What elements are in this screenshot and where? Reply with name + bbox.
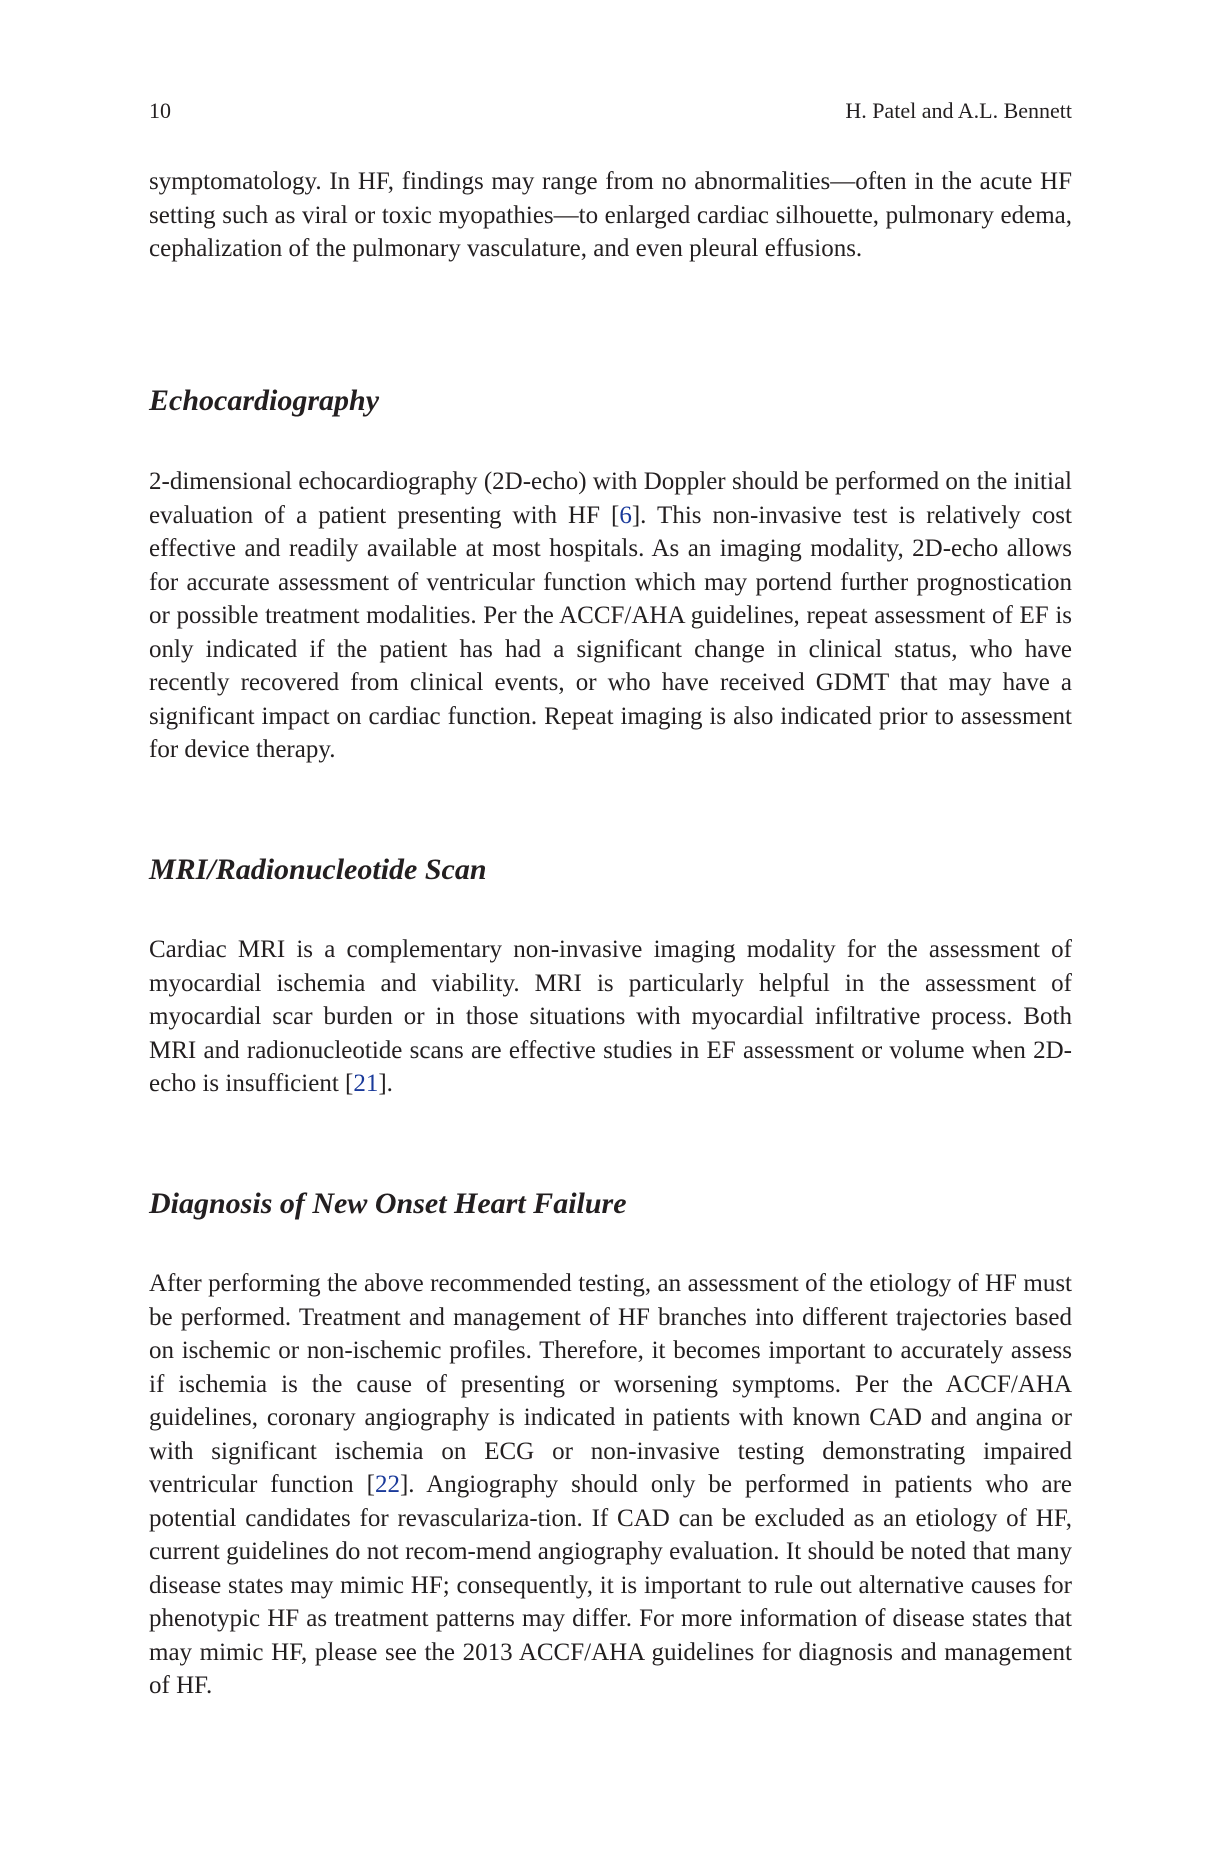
page-number: 10 [149,98,171,123]
running-head-authors: H. Patel and A.L. Bennett [845,98,1072,123]
mri-text-a: Cardiac MRI is a complementary non-invasive imaging modality for the assessment of myocardial ischemia and viability. MRI is particularly helpful in the assessment of myocardial scar burden or in those situations with myocardial infiltrative process. Both MRI and radionucleotide scans are effective studies in EF assessment or volume when 2D-echo is insufficient [ [149,936,1072,1097]
section-heading-diagnosis: Diagnosis of New Onset Heart Failure [149,1187,627,1220]
diagnosis-text-b: ]. Angiography should only be performed in patients who are potential candidates for revasculariza-tion. If CAD can be excluded as an etiology of HF, current guidelines do not recom-mend angiography evaluation. It should be noted that many disease states may mimic HF; consequently, it is important to rule out alternative causes for phenotypic HF as treatment patterns may differ. For more information of disease states that may mimic HF, please see the 2013 ACCF/AHA guidelines for diagnosis and management of HF. [149,1471,1072,1699]
echo-text-b: ]. This non-invasive test is relatively cost effective and readily available at most hospitals. As an imaging modality, 2D-echo allows for accurate assessment of ventricular function which may portend further prognostication or possible treatment modalities. Per the ACCF/AHA guidelines, repeat assessment of EF is only indicated if the patient has had a significant change in clinical status, who have recently recovered from clinical events, or who have received GDMT that may have a significant impact on cardiac function. Repeat imaging is also indicated prior to assessment for device therapy. [149,501,1072,763]
citation-link-21[interactable]: 21 [353,1070,379,1097]
section-heading-echocardiography: Echocardiography [149,384,380,417]
mri-paragraph [149,933,1072,1101]
diagnosis-paragraph [149,1267,1072,1703]
echocardiography-paragraph [149,465,1072,767]
intro-paragraph [149,165,1072,266]
running-head [149,97,1072,125]
echo-text-a: 2-dimensional echocardiography (2D-echo) with Doppler should be performed on the initial evaluation of a patient presenting with HF [ [149,468,1072,529]
mri-text-b: ]. [378,1070,393,1097]
diagnosis-text-a: After performing the above recommended testing, an assessment of the etiology of HF must be performed. Treatment and management of HF branches into different trajectories based on ischemic or non-ischemic profiles. Therefore, it becomes important to accurately assess if ischemia is the cause of presenting or worsening symptoms. Per the ACCF/AHA guidelines, coronary angiography is indicated in patients with known CAD and angina or with significant ischemia on ECG or non-invasive testing demonstrating impaired ventricular function [ [149,1270,1072,1498]
citation-link-6[interactable]: 6 [619,501,632,529]
section-heading-mri: MRI/Radionucleotide Scan [149,853,487,886]
citation-link-22[interactable]: 22 [374,1471,400,1498]
intro-text: symptomatology. In HF, findings may range from no abnormalities—often in the acute HF setting such as viral or toxic myopathies—to enlarged cardiac silhouette, pulmonary edema, cephalization of the pulmonary vasculature, and even pleural effusions. [149,168,1072,262]
